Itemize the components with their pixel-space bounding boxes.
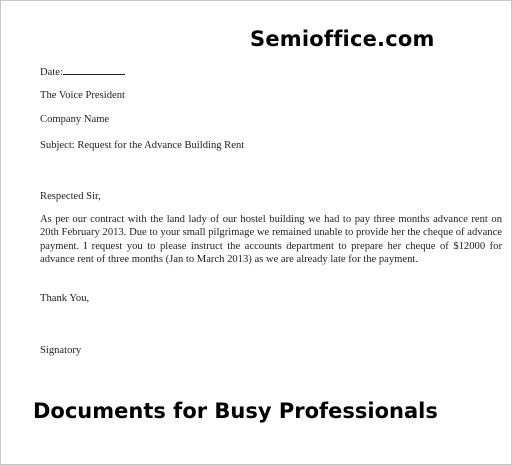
date-line xyxy=(40,65,125,78)
salutation: Respected Sir, xyxy=(40,191,101,202)
closing: Thank You, xyxy=(40,293,90,304)
company-name: Company Name xyxy=(40,114,110,125)
tagline: Documents for Busy Professionals xyxy=(33,399,438,423)
body-paragraph: As per our contract with the land lady of our hostel building we had to pay three months advance rent on 20th February 2013. Due to your small pilgrimage we remained unable to provide her the cheque of advance payment. I request you to please instruct the accounts department to prepare her cheque of $12000 for advance rent of three months (Jan to March 2013) as we are already late for the payment. xyxy=(40,214,502,266)
date-label: Date: xyxy=(40,67,63,78)
signatory: Signatory xyxy=(40,345,82,356)
recipient-title: The Voice President xyxy=(40,90,125,101)
brand-title: Semioffice.com xyxy=(250,27,435,51)
subject-line: Subject: Request for the Advance Building Rent xyxy=(40,140,245,151)
date-blank-field xyxy=(63,65,125,75)
